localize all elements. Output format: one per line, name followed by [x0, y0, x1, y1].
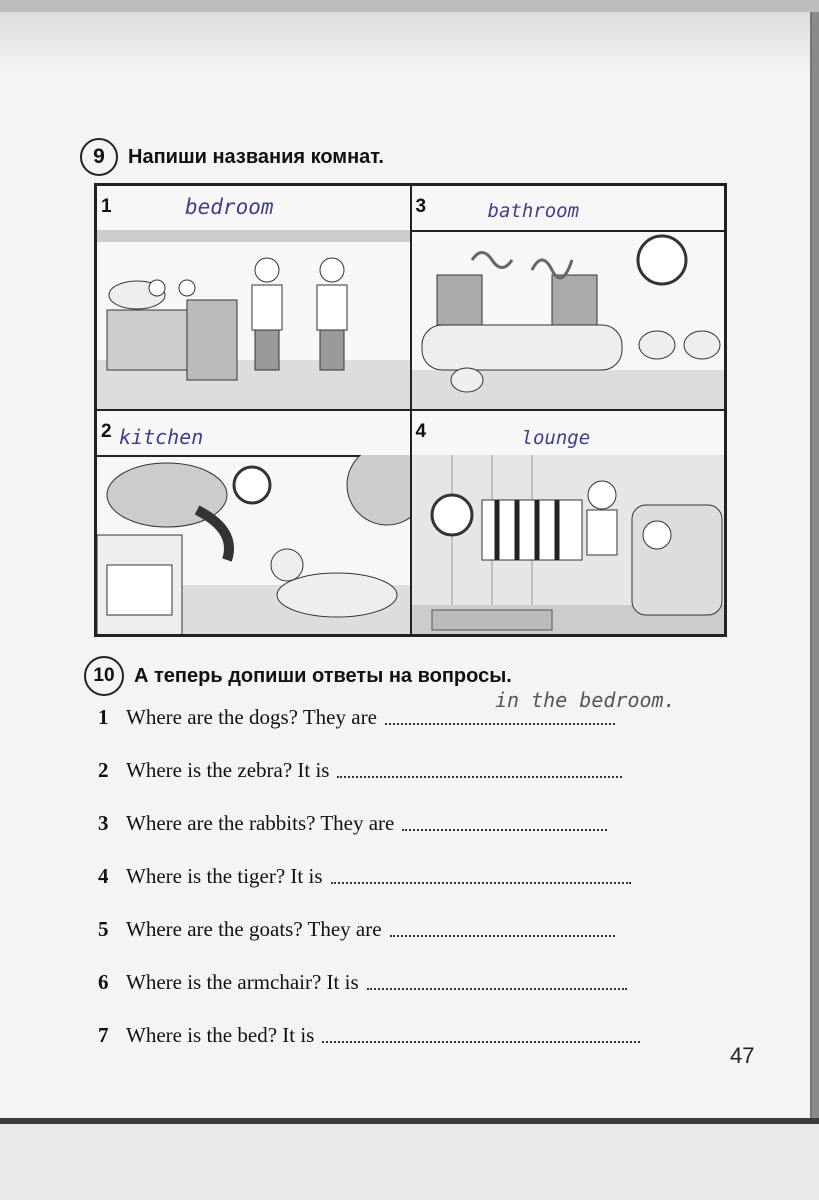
question-number: 6 [98, 970, 109, 994]
question-row [98, 1023, 640, 1048]
rooms-picture-grid [94, 183, 727, 637]
page-number: 47 [730, 1043, 755, 1068]
bedroom-illustration [97, 230, 411, 410]
exercise-title: А теперь допиши ответы на вопросы. [134, 664, 512, 687]
panel-header [97, 186, 410, 232]
answer-line[interactable] [390, 934, 615, 937]
question-text: Where is the tiger? It is [126, 864, 323, 888]
question-text: Where is the bed? It is [126, 1023, 315, 1047]
handwritten-answer[interactable]: kitchen [119, 425, 204, 449]
exercise-title: Напиши названия комнат. [128, 145, 384, 168]
question-number: 3 [98, 811, 109, 835]
panel-number: 3 [415, 196, 427, 217]
panel-header [97, 411, 410, 457]
answer-line[interactable] [322, 1040, 640, 1043]
answer-line[interactable] [385, 722, 615, 725]
panel-number: 2 [101, 421, 112, 442]
answer-line[interactable] [331, 881, 631, 884]
answer-line[interactable] [402, 828, 607, 831]
scan-border-bottom [0, 1124, 819, 1200]
panel-kitchen [96, 410, 411, 635]
question-number: 1 [98, 705, 109, 729]
exercise-number: 9 [80, 138, 118, 176]
scan-border [0, 0, 819, 12]
page-shadow [0, 12, 810, 72]
question-text: Where are the goats? They are [126, 917, 382, 941]
panel-number: 1 [101, 196, 112, 217]
question-number: 4 [98, 864, 109, 888]
question-text: Where are the dogs? They are [126, 705, 377, 729]
question-row [98, 758, 622, 783]
question-number: 2 [98, 758, 109, 782]
panel-bathroom [411, 185, 726, 410]
kitchen-illustration [97, 455, 411, 635]
panel-bedroom [96, 185, 411, 410]
handwritten-answer[interactable]: in the bedroom. [495, 688, 676, 712]
answer-line[interactable] [367, 987, 627, 990]
question-number: 5 [98, 917, 109, 941]
answer-line[interactable] [337, 775, 622, 778]
panel-header [412, 186, 725, 232]
panel-lounge [411, 410, 726, 635]
exercise-9-heading [80, 138, 384, 176]
question-row [98, 811, 607, 836]
lounge-illustration [412, 455, 726, 635]
question-text: Where are the rabbits? They are [126, 811, 395, 835]
panel-header [412, 411, 725, 457]
exercise-number: 10 [84, 656, 124, 696]
exercise-10-heading [84, 656, 512, 696]
question-text: Where is the armchair? It is [126, 970, 359, 994]
handwritten-answer[interactable]: bathroom [487, 200, 580, 222]
question-number: 7 [98, 1023, 109, 1047]
handwritten-answer[interactable]: lounge [521, 427, 591, 449]
bathroom-illustration [412, 230, 726, 410]
question-text: Where is the zebra? It is [126, 758, 330, 782]
question-row [98, 864, 631, 889]
question-row [98, 917, 615, 942]
question-row [98, 970, 627, 995]
handwritten-answer[interactable]: bedroom [185, 195, 274, 219]
panel-number: 4 [415, 421, 427, 442]
